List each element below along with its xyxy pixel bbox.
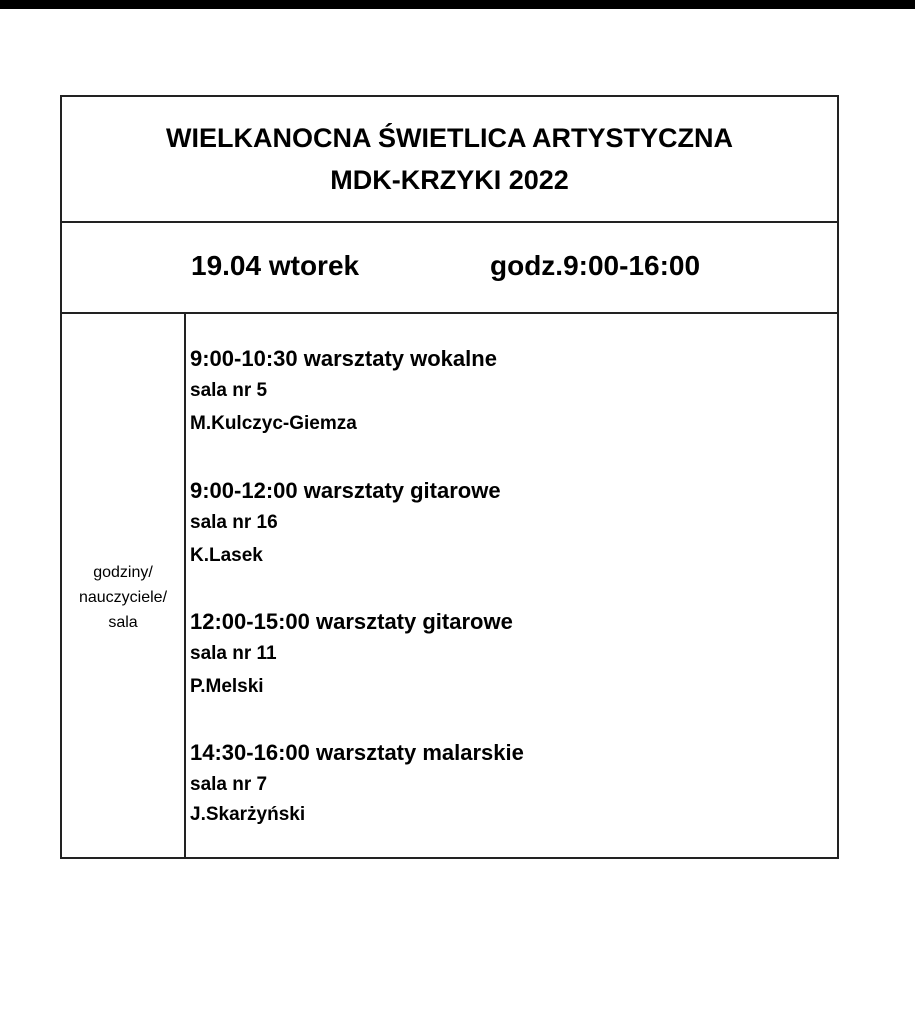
session-item [190,344,830,440]
title-line-1: WIELKANOCNA ŚWIETLICA ARTYSTYCZNA [166,123,733,153]
top-black-bar [0,0,915,9]
side-label-cell [62,314,186,857]
session-title: 14:30-16:00 warsztaty malarskie [190,740,524,765]
session-teacher: P.Melski [190,676,264,697]
side-label-line-3: sala [108,614,138,631]
session-teacher: K.Lasek [190,545,263,566]
session-item [190,738,830,828]
session-title: 9:00-10:30 warsztaty wokalne [190,346,497,371]
session-teacher: J.Skarżyński [190,804,306,825]
session-title: 12:00-15:00 warsztaty gitarowe [190,609,513,634]
day-hours: godz.9:00-16:00 [490,250,701,281]
schedule-body [62,314,837,857]
date-cell [62,223,837,314]
session-room: sala nr 5 [190,380,268,401]
schedule-table [60,95,839,859]
session-teacher: M.Kulczyc-Giemza [190,413,357,434]
side-label [79,560,167,635]
side-label-line-1: godziny/ [93,564,153,581]
session-item [190,476,830,572]
title-cell [62,97,837,223]
session-room: sala nr 11 [190,643,277,664]
session-room: sala nr 7 [190,774,268,795]
session-room: sala nr 16 [190,512,278,533]
side-label-line-2: nauczyciele/ [78,589,168,606]
title-line-2: MDK-KRZYKI 2022 [330,165,569,195]
day-date: 19.04 wtorek [191,250,360,281]
session-item [190,607,830,703]
session-title: 9:00-12:00 warsztaty gitarowe [190,478,501,503]
